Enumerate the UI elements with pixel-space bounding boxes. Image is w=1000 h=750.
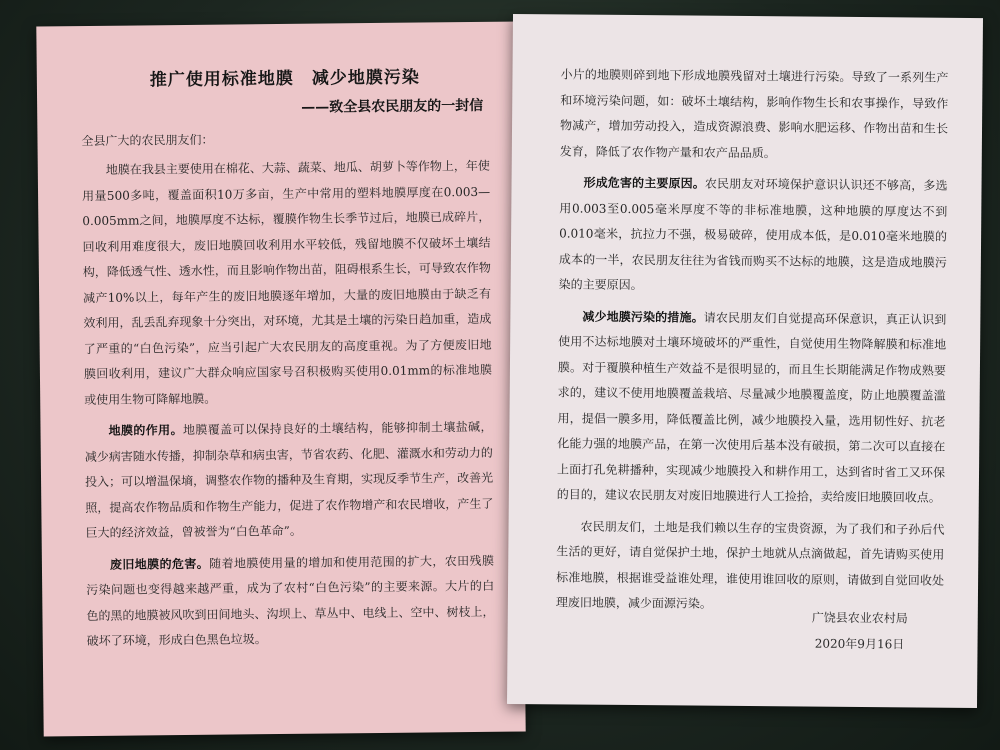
cause-paragraph (559, 170, 948, 301)
letter-subtitle: ——致全县农民朋友的一封信 (301, 97, 484, 116)
cause-text: 农民朋友对环境保护意识认识还不够高，多选用0.003至0.005毫米厚度不等的非标准地膜，这种地膜的厚度达不到0.010毫米，抗拉力不强，极易破碎，使用成本低，是0.010毫米地膜的成本的一半，农民朋友往往为省钱而购买不达标的地膜，这是造成地膜污染的主要原因。 (558, 176, 948, 293)
signature-organization: 广饶县农业农村局 (811, 610, 908, 626)
cause-heading: 形成危害的主要原因。 (583, 175, 705, 191)
role-text: 地膜覆盖可以保持良好的土壤结构，能够抑制土壤盐碱，减少病害随水传播，抑制杂草和病虫害，节省农药、化肥、灌溉水和劳动力的投入；可以增温保墒，调整农作物的播种及生育期，实现反季节生产，改善光照，提高农作物品质和作物生产能力，促进了农作物增产和农民增收，产生了巨大的经济效益，曾被誉为“白色革命”。 (84, 419, 494, 541)
letter-title: 推广使用标准地膜 减少地膜污染 (149, 67, 420, 91)
intro-paragraph: 地膜在我县主要使用在棉花、大蒜、蔬菜、地瓜、胡萝卜等作物上，年使用量500多吨，覆盖面积10万多亩，生产中常用的塑料地膜厚度在0.003—0.005mm之间，地膜厚度不达标，覆膜作物生长季节过后，地膜已成碎片，回收利用难度很大，废旧地膜回收利用水平较低，残留地膜不仅破坏土壤结构，降低透气性、透水性，而且影响作物出苗，阻碍根系生长，可导致农作物减产10%以上，每年产生的废旧地膜逐年增加，大量的废旧地膜由于缺乏有效利用，乱丢乱弃现象十分突出，对环境，尤其是土壤的污染日趋加重，造成了严重的“白色污染”，应当引起广大农民朋友的高度重视。为了方便废旧地膜回收利用，建议广大群众响应国家号召积极购买使用0.01mm的标准地膜或使用生物可降解地膜。 (81, 158, 492, 407)
letter-page-right (507, 14, 983, 708)
signature-block (811, 605, 907, 658)
measure-text: 请农民朋友们自觉提高环保意识，真正认识到使用不达标地膜对土壤环境破坏的严重性，自觉使用生物降解膜和标准地膜。对于覆膜种植生产效益不是很明显的，而且生长期能满足作物成熟要求的，建议不使用地膜覆盖栽培、尽量减少地膜覆盖度，防止地膜覆盖滥用，提倡一膜多用，降低覆盖比例，减少地膜投入量，选用韧性好、抗老化能力强的地膜产品，在第一次使用后基本没有破损，第二次可以直接在上面打孔免耕播种，实现减少地膜投入和耕作用工，达到省时省工又环保的目的，建议农民朋友对废旧地膜进行人工捡拾，卖给废旧地膜回收点。 (556, 310, 947, 505)
letter-page-left (36, 21, 525, 736)
measure-paragraph (557, 304, 947, 511)
harm-heading: 废旧地膜的危害。 (109, 556, 210, 572)
role-heading: 地膜的作用。 (108, 423, 184, 438)
closing-paragraph: 农民朋友们，土地是我们赖以生存的宝贵资源，为了我们和子孙后代生活的更好，请自觉保护土地，保护土地就从点滴做起，首先请购买使用标准地膜，根据谁受益谁处理，谁使用谁回收的原则，请做到自觉回收处理废旧地膜，减少面源污染。 (555, 519, 945, 611)
measure-heading: 减少地膜污染的措施。 (582, 309, 704, 325)
harm-continued-paragraph: 小片的地膜则碎到地下形成地膜残留对土壤进行污染。导致了一系列生产和环境污染问题，如：破坏土壤结构，影响作物生长和农事操作，导致作物减产，增加劳动投入，造成资源浪费、影响水肥运移、作物出苗和生长发育，降低了农作物产量和农产品品质。 (559, 67, 949, 160)
role-paragraph (84, 415, 493, 547)
harm-paragraph (86, 548, 495, 654)
signature-date: 2020年9月16日 (814, 636, 905, 652)
salutation: 全县广大的农民朋友们： (81, 132, 214, 149)
harm-text: 随着地膜使用量的增加和使用范围的扩大，农田残膜污染问题也变得越来越严重，成为了农村“白色污染”的主要来源。大片的白色的黑的地膜被风吹到田间地头、沟坝上、草丛中、电线上、空中、树枝上，破坏了环境，形成白色黑色垃圾。 (86, 553, 495, 649)
